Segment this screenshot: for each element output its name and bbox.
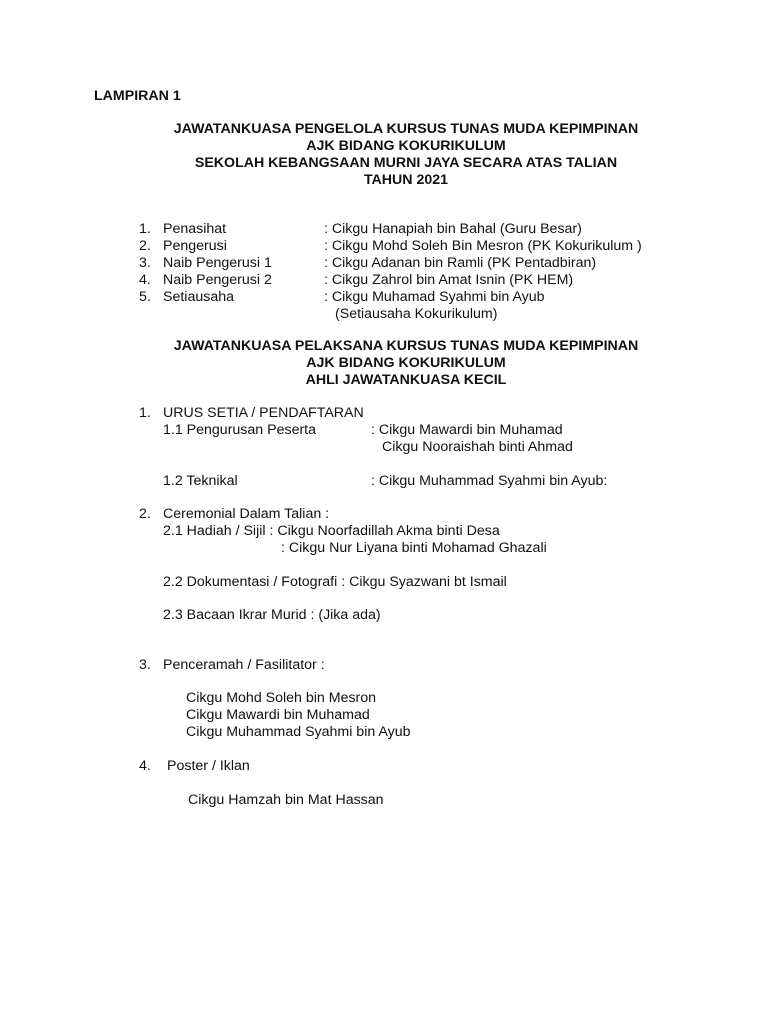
committee-name: : Cikgu Muhamad Syahmi bin Ayub [324,289,545,305]
committee-number: 1. [139,221,151,237]
committee-name: : Cikgu Zahrol bin Amat Isnin (PK HEM) [324,272,574,288]
member-name: Cikgu Muhammad Syahmi bin Ayub [186,724,411,740]
subsection-line: : Cikgu Nur Liyana binti Mohamad Ghazali [281,540,547,556]
heading2-line2: AJK BIDANG KOKURIKULUM [306,355,506,371]
section-number: 1. [139,405,151,421]
committee-number: 3. [139,255,151,271]
subsection-name: : Cikgu Muhammad Syahmi bin Ayub: [371,473,608,489]
subsection-label: 1.1 Pengurusan Peserta [163,422,317,438]
committee-role: Pengerusi [163,238,227,254]
heading1-line2: AJK BIDANG KOKURIKULUM [306,138,506,154]
subsection-name: : Cikgu Mawardi bin Muhamad [371,422,563,438]
section-number: 3. [139,657,151,673]
appendix-label: LAMPIRAN 1 [94,88,181,104]
committee-number: 2. [139,238,151,254]
committee-number: 5. [139,289,151,305]
section-title: Penceramah / Fasilitator : [163,657,325,673]
section-title: Poster / Iklan [167,758,250,774]
committee-name: : Cikgu Adanan bin Ramli (PK Pentadbiran) [324,255,597,271]
heading1-line3: SEKOLAH KEBANGSAAN MURNI JAYA SECARA ATAS TALIAN [194,155,618,171]
heading1-line1: JAWATANKUASA PENGELOLA KURSUS TUNAS MUDA KEPIMPINAN [173,121,639,137]
subsection-name: Cikgu Nooraishah binti Ahmad [382,439,573,455]
committee-role: Setiausaha [163,289,234,305]
committee-role: Naib Pengerusi 1 [163,255,272,271]
member-name: Cikgu Mawardi bin Muhamad [186,707,370,723]
section-title: Ceremonial Dalam Talian : [163,506,330,522]
section-title: URUS SETIA / PENDAFTARAN [163,405,364,421]
section-number: 2. [139,506,151,522]
committee-note: (Setiausaha Kokurikulum) [335,306,498,322]
subsection-line: 2.2 Dokumentasi / Fotografi : Cikgu Syazwani bt Ismail [163,574,507,590]
member-name: Cikgu Mohd Soleh bin Mesron [186,690,377,706]
heading2-line3: AHLI JAWATANKUASA KECIL [305,372,507,388]
committee-role: Penasihat [163,221,227,237]
heading1-line4: TAHUN 2021 [363,172,449,188]
committee-name: : Cikgu Hanapiah bin Bahal (Guru Besar) [324,221,582,237]
section-number: 4. [139,758,151,774]
committee-role: Naib Pengerusi 2 [163,272,272,288]
subsection-label: 1.2 Teknikal [163,473,238,489]
committee-number: 4. [139,272,151,288]
subsection-line: 2.3 Bacaan Ikrar Murid : (Jika ada) [163,607,381,623]
committee-name: : Cikgu Mohd Soleh Bin Mesron (PK Kokurikulum ) [324,238,642,254]
member-name: Cikgu Hamzah bin Mat Hassan [188,792,384,808]
heading2-line1: JAWATANKUASA PELAKSANA KURSUS TUNAS MUDA KEPIMPINAN [173,338,639,354]
subsection-line: 2.1 Hadiah / Sijil : Cikgu Noorfadillah Akma binti Desa [163,523,500,539]
